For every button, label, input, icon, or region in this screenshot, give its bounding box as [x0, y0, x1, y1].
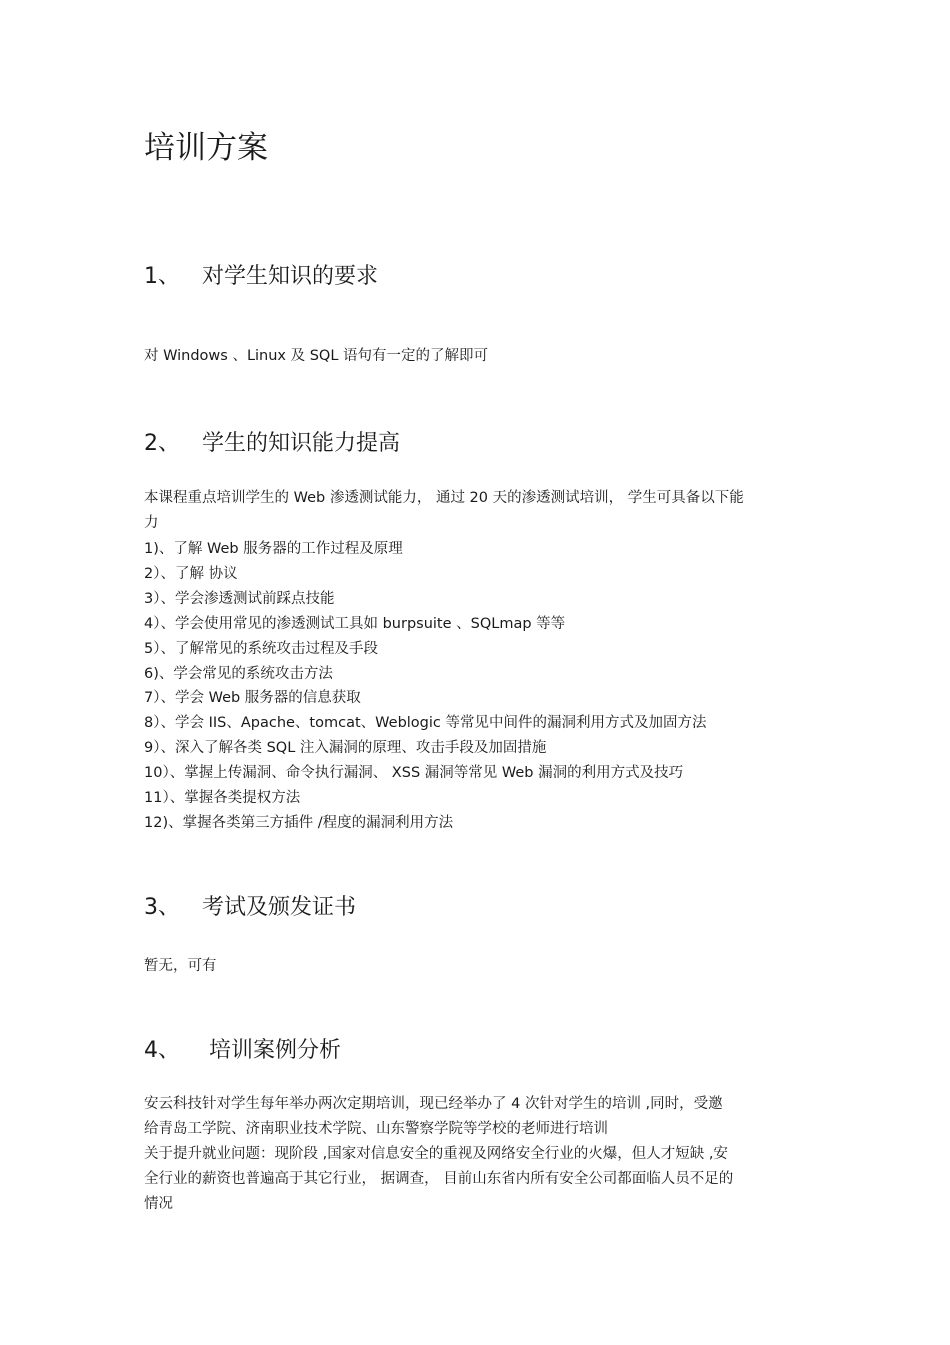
ability-list — [144, 537, 706, 836]
section-4-title: 培训案例分析 — [202, 1038, 341, 1063]
list-item: 12)、掌握各类第三方插件 /程度的漏洞利用方法 — [144, 814, 454, 831]
section-1-heading — [144, 262, 378, 292]
list-item: 5）、了解常见的系统攻击过程及手段 — [144, 640, 378, 657]
section-4-line-5: 情况 — [144, 1196, 173, 1212]
list-item: 7）、学会 Web 服务器的信息获取 — [144, 690, 361, 707]
list-item: 11）、掌握各类提权方法 — [144, 790, 301, 807]
section-2-number: 2、 — [144, 431, 180, 456]
list-item: 1)、了解 Web 服务器的工作过程及原理 — [144, 541, 403, 557]
section-2-heading — [144, 429, 400, 459]
list-item: 4）、学会使用常见的渗透测试工具如 burpsuite 、SQLmap 等等 — [144, 615, 566, 632]
section-4-line-3: 关于提升就业问题：现阶段 ,国家对信息安全的重视及网络安全行业的火爆，但人才短缺 ,安 — [144, 1146, 728, 1162]
document-title: 培训方案 — [144, 130, 268, 166]
list-item: 3）、学会渗透测试前踩点技能 — [144, 590, 335, 607]
section-2-title: 学生的知识能力提高 — [202, 431, 401, 456]
list-item: 2）、了解 协议 — [144, 565, 238, 582]
section-3-number: 3、 — [144, 895, 180, 920]
section-2-intro-line-2: 力 — [144, 515, 159, 531]
section-4-heading — [144, 1036, 341, 1066]
section-4-line-2: 给青岛工学院、济南职业技术学院、山东警察学院等学校的老师进行培训 — [144, 1121, 608, 1137]
section-2-intro-line-1: 本课程重点培训学生的 Web 渗透测试能力， 通过 20 天的渗透测试培训， 学生可具备以下能 — [144, 490, 744, 506]
section-3-heading — [144, 893, 356, 923]
section-4-number: 4、 — [144, 1038, 180, 1063]
section-4-line-1: 安云科技针对学生每年举办两次定期培训，现已经举办了 4 次针对学生的培训 ,同时，受邀 — [144, 1096, 723, 1112]
list-item: 10）、掌握上传漏洞、命令执行漏洞、 XSS 漏洞等常见 Web 漏洞的利用方式及技巧 — [144, 765, 684, 782]
section-1-paragraph: 对 Windows 、Linux 及 SQL 语句有一定的了解即可 — [144, 348, 489, 364]
section-4-line-4: 全行业的薪资也普遍高于其它行业， 据调查， 目前山东省内所有安全公司都面临人员不足的 — [144, 1171, 734, 1187]
list-item: 9）、深入了解各类 SQL 注入漏洞的原理、攻击手段及加固措施 — [144, 740, 547, 757]
list-item: 8）、学会 IIS、Apache、tomcat、Weblogic 等常见中间件的漏洞利用方式及加固方法 — [144, 715, 707, 732]
section-3-title: 考试及颁发证书 — [202, 895, 357, 920]
section-1-title: 对学生知识的要求 — [202, 264, 379, 289]
section-1-number: 1、 — [144, 264, 180, 289]
list-item: 6)、学会常见的系统攻击方法 — [144, 665, 333, 682]
section-3-paragraph: 暂无，可有 — [144, 958, 217, 974]
